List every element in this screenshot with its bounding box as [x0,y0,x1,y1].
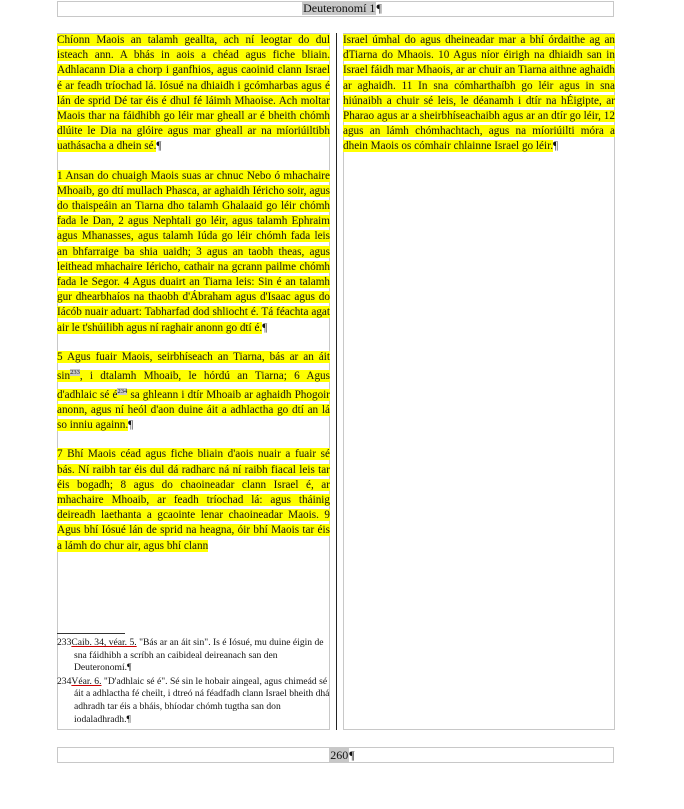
footnote-marker[interactable]: 233 [70,369,80,377]
footnote-ref: Véar. 6. [71,675,102,687]
right-column-text [343,33,615,155]
pilcrow: ¶ [128,419,134,432]
footnote-number: 234 [57,675,72,687]
footnote-ref: Caib. 34, véar. 5. [71,637,137,648]
paragraph-text: 1 Ansan do chuaigh Maois suas ar chnuc Nebo ó mhachaire Mhoaib, go dtí mullach Phasca, ar aghaidh Iéricho soir, agus do thaispeáin an Tiarna dho talamh Ghalaaid go léir chómh fada le Dan, 2 agus Nephtali go léir, agus talamh Ephraim agus Mhanasses, agus talamh Iúda go léir chómh fada leis an bhfarraige ba shia uaidh; 3 agus an taobh theas, agus leithead mhachaire Iéricho, cathair na gcrann pailme chómh fada le Segor. 4 Agus duairt an Tiarna leis: Sin é an talamh gur dhearbhaíos na thaobh d'Ábraham agus d'Isaac agus do Iácób nuair aduart: Tabharfad dod shliocht é. Tá féachta agat air le t'shúilibh agus ní raghair anonn go dtí é. [57,169,330,334]
footnote-233: 233Caib. 34, véar. 5. "Bás ar an áit sin". Is é Iósué, mu duine éigin de sna fáidhibh a scríbh an caibideal deireanach san den Deuteronomí.¶ [57,637,324,674]
footnotes [57,637,330,727]
header-pilcrow: ¶ [376,1,382,15]
header-title: Deuteronomí 1 [303,1,376,15]
pilcrow: ¶ [262,321,268,334]
footnote-text: "Bás ar an áit sin". Is é Iósué, mu duine éigin de sna fáidhibh a scríbh an caibideal deireanach san den Deuteronomí. [74,637,324,674]
running-header [0,1,684,15]
paragraph-verses-1-4 [57,169,330,336]
paragraph-text: 7 Bhí Maois céad agus fiche bliain d'aois nuair a fuair sé bás. Ní raibh tar éis dul dá radharc ná ní raibh fiacal leis tar éis bogadh; 8 agus do chaoineadar clann Israel é, ar mhachaire Mhoaib, ar feadh tríochad lá: agus tháinig deireadh laethanta a gcaointe lenar chaoineadar Maois. 9 Agus bhí Iósué lán de sprid na heagna, óir bhí Maois tar éis a lámh do chur air, agus bhí clann [57,448,330,552]
column-separator [336,33,337,730]
footnote-number: 233 [57,637,72,648]
footnote-separator [57,633,125,634]
paragraph-text: Israel úmhal do agus dheineadar mar a bhí órdaithe ag an dTiarna do Mhaois. 10 Agus níor éirigh na dhiaidh san in Israel fáidh mar Mhaois, ar ar chuir an Tiarna aithne aghaidh ar aghaidh. 11 In sna cómharthaíbh go léir agus in sna hiúnaibh a chuir sé leis, le déanamh i dtír na hÉigipte, ar Pharao agus ar a sheirbhíseachaibh agus ar an dtír go léir, 12 agus an lámh chómhachtach, agus na míoriúilti móra a dhein Maois os cómhair chlainne Israel go léir. [343,34,615,153]
footnote-text: "D'adhlaic sé é". Sé sin le hobair aingeal, agus chimeád sé áit a adhlactha fé cheilt, i dtreó ná féadfadh clann Israel bheith dhá adhradh tar éis a bháis, bhíodar chómh tugtha san don iodaladhradh. [74,675,330,725]
paragraph-verses-7-9 [57,447,330,553]
paragraph-text: Chíonn Maois an talamh geallta, ach ní leogtar do dul isteach ann. A bhás in aois a chéad agus fiche bliain. Adhlacann Dia a chorp i ganfhios, agus caoinid clann Israel é ar feadh tríochad lá. Iósué na dhiaidh i gcómharbas agus é lán de sprid Dé tar éis é dhul fé láimh Mhaoise. Ach moltar Maois thar na fáidhibh go léir mar gheall ar é bheith chómh dlúite le Dia na glóire agus mar gheall ar na míoriúiltibh uathásacha a dhein sé. [57,34,330,153]
footer-pilcrow: ¶ [349,748,355,762]
left-column-text [57,33,330,554]
page-footer [0,748,684,762]
paragraph-summary [57,33,330,155]
paragraph-verses-9-12 [343,33,615,155]
paragraph-text: 5 Agus fuair Maois, seirbhíseach an Tiarna, bás ar an áit $\sin^{233}$, i dtalamh Mhoaib, le hórdú an Tiarna; 6 Agus d'adhlaic sé $é^{234}$ sa ghleann i dtír Mhoaib ar aghaidh Phogoir anonn, agus ní heól d'aon duine áit a adhlactha go dtí an lá so inniu againn. [57,350,330,432]
pilcrow: ¶ [156,140,162,153]
footnote-marker[interactable]: 234 [117,388,128,395]
page-number: 260 [330,748,349,762]
pilcrow: ¶ [553,140,559,153]
paragraph-verses-5-6 [57,350,330,433]
footnote-234: 234Véar. 6. "D'adhlaic sé é". Sé sin le hobair aingeal, agus chimeád sé áit a adhlactha fé cheilt, i dtreó ná féadfadh clann Israel bheith dhá adhradh tar éis a bháis, bhíodar chómh tugtha san don iodaladhradh.¶ [57,675,330,725]
